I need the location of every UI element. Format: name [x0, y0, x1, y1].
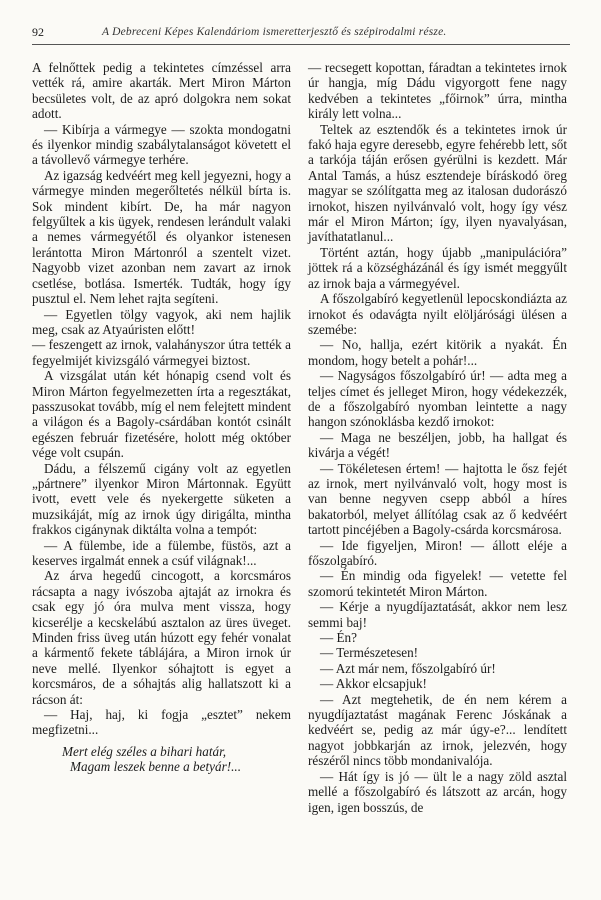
paragraph: — feszengett az irnok, valahányszor útra tették a fegyelmijét kivizsgáló vármegyei biztost.: [32, 337, 291, 368]
paragraph: — Én mindig oda figyelek! — vetette fel szomorú tekintetét Miron Márton.: [308, 568, 567, 599]
paragraph: Történt aztán, hogy újabb „manipulációra” jöttek rá a községházánál és így ismét meggyűlt az irnok baja a vármegyével.: [308, 244, 567, 291]
paragraph: — Azt megtehetik, de én nem kérem a nyugdíjaztatást magának Ferenc Jóskának a kedvéért se, pedig az már úgy-e?... lendített nagyot jobbkarján az irnok, jelezvén, hogy részéről nincs több mondanivalója.: [308, 691, 567, 769]
paragraph: — Én?: [320, 630, 357, 646]
poem-line: Magam leszek benne a betyár!...: [70, 759, 242, 775]
paragraph: — A fülembe, ide a fülembe, füstös, azt a keserves irgalmát ennek a csúf világnak!...: [32, 537, 291, 568]
paragraph: — Természetesen!: [320, 645, 419, 661]
left-column: [32, 60, 291, 775]
paragraph: — Kibírja a vármegye — szokta mondogatni és ilyenkor mindig szabálytalanságot követett el a távollevő vármegye terhére.: [32, 121, 291, 168]
paragraph: — No, hallja, ezért kitörik a nyakát. Én mondom, hogy betelt a pohár!...: [308, 337, 567, 368]
paragraph: — Hát így is jó — ült le a nagy zöld asztal mellé a főszolgabíró és látszott az arcán, hogy igen, igen bosszús, de: [308, 768, 567, 815]
paragraph: Az igazság kedvéért meg kell jegyezni, hogy a vármegye minden megerőltetés nélkül bírta is. Sok mindent kibírt. De, ha már nagyon felgyűltek a kis ügyek, rendesen lerándult valaki a nemes vármegyétől és olyankor istenesen lerántotta Miron Mártonról a szentelt vizet. Nagyobb vizet azonban nem zavart az irnok csetlése, botlása. Ismerték. Tudták, hogy így pusztul el. Nem lehet rajta segíteni.: [32, 167, 291, 307]
header-rule: [32, 44, 570, 45]
poem-line: Mert elég széles a bihari határ,: [62, 743, 227, 759]
paragraph: — Akkor elcsapjuk!: [320, 676, 427, 692]
paragraph: — Maga ne beszéljen, jobb, ha hallgat és kivárja a végét!: [308, 429, 567, 461]
paragraph: — Ide figyeljen, Miron! — állott eléje a főszolgabíró.: [308, 537, 567, 568]
paragraph: A felnőttek pedig a tekintetes címzéssel arra vették rá, amire akarták. Mert Miron Márton becsületes volt, de az apró dolgokra nem sokat adott.: [32, 60, 291, 122]
poem-verse: [32, 744, 291, 775]
paragraph: — Tökéletesen értem! — hajtotta le ősz fejét az irnok, mert nyilvánvaló volt, hogy most is van benne negyven csepp abból a híres bakatorból, melyet állítólag csak az ő kedvéért tartott pincéjében a Bagoly-csárda korcsmárosa.: [308, 460, 567, 538]
page-number: 92: [32, 25, 44, 39]
paragraph: — Nagyságos főszolgabíró úr! — adta meg a teljes címet és jelleget Miron, hogy védekezzék, de a főszolgabíró nyomban leintette a nagy hangon szónoklásba kezdő irnokot:: [308, 368, 567, 430]
paragraph: — Azt már nem, főszolgabíró úr!: [320, 660, 496, 676]
paragraph: — recsegett kopottan, fáradtan a tekintetes irnok úr hangja, míg Dádu vigyorgott fene nagy kedvében a tekintetes „főirnok” úrra, mintha király lett volna...: [308, 60, 567, 122]
paragraph: — Egyetlen tölgy vagyok, aki nem hajlik meg, csak az Atyaúristen előtt!: [32, 306, 291, 337]
right-column: [308, 60, 567, 815]
paragraph: — Kérje a nyugdíjaztatását, akkor nem lesz semmi baj!: [308, 599, 567, 630]
page-header: [32, 22, 572, 42]
paragraph: Az árva hegedű cincogott, a korcsmáros rácsapta a nagy ivószoba ajtaját az irnokra és csak egy jó óra mulva ment vissza, hogy kicserélje a kecskelábú asztalon az üres üveget. Minden friss üveg után húzott egy fehér vonalat a kármentő fekete táblájára, a Miron irnok úr neve mellé. Ilyenkor sóhajtott is egyet a korcsmáros, de a sóhajtás alig hallatszott ki a rácson át:: [32, 568, 291, 707]
paragraph: A vizsgálat után két hónapig csend volt és Miron Márton fegyelmezetten írta a regesztákat, passzusokat tovább, míg el nem felejtett mindent a világon és a Bagoly-csárdában kontót csinált egészen február fizetésére, holott még október vége volt csupán.: [32, 368, 291, 461]
paragraph: Teltek az esztendők és a tekintetes irnok úr fakó haja egyre deresebb, egyre fehérebb lett, sőt a tarkója táján erősen gyérülni is kezdett. Már Antal Tamás, a húsz esztendeje bíráskodó öreg magyar se szólítgatta meg az italosan dudorászó irnokot, hiszen nyilvánvaló volt, hogy így vész már el Miron Márton; így, ilyen nyavalyásan, javíthatatlanul...: [308, 121, 567, 245]
running-title: A Debreceni Képes Kalendáriom ismeretterjesztő és szépirodalmi része.: [102, 26, 447, 38]
paragraph: — Haj, haj, ki fogja „esztet” nekem megfizetni...: [32, 707, 291, 738]
paragraph: A főszolgabíró kegyetlenül lepocskondiázta az irnokot és odavágta nyilt elöljárósági ülésen a szemébe:: [308, 291, 567, 337]
paragraph: Dádu, a félszemű cigány volt az egyetlen „pártnere” ilyenkor Miron Mártonnak. Együtt ivott, evett vele és nyekergette süketen a muzsikáját, míg az irnok úgy dirigálta, mintha frakkos cigánynak diktálta volna a tempót:: [32, 460, 291, 538]
